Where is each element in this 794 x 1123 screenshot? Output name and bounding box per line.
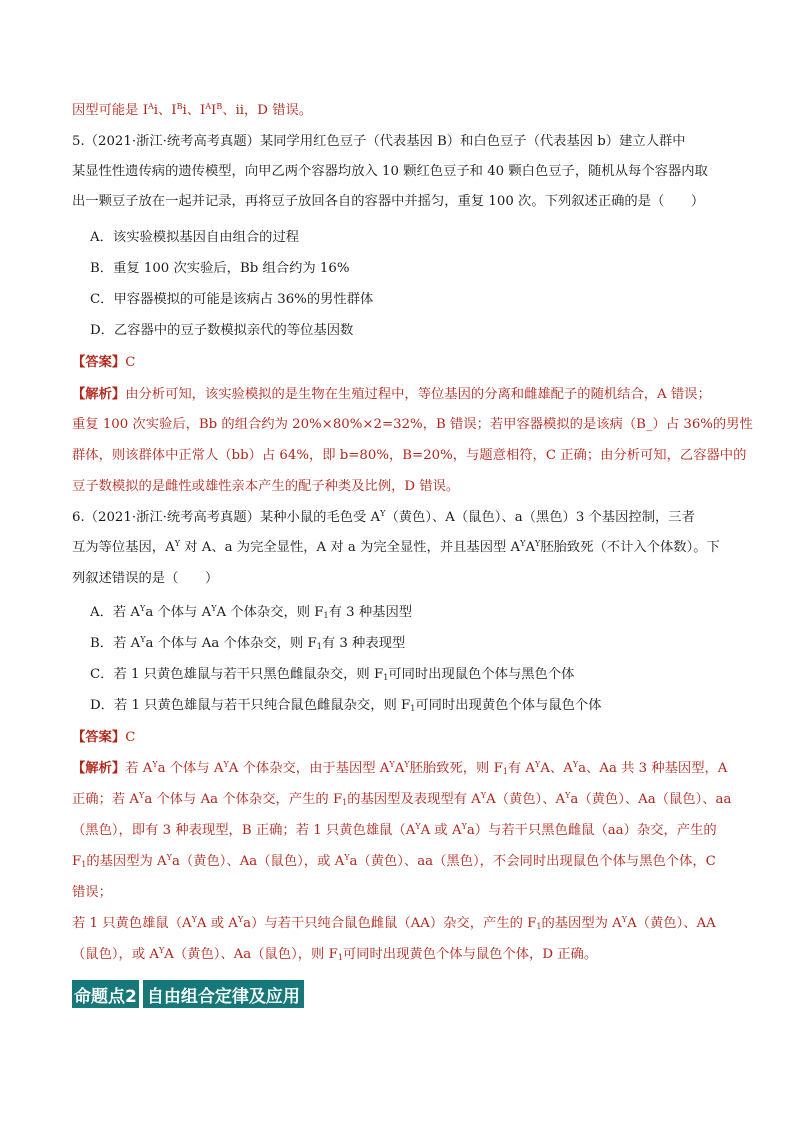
section-title: 自由组合定律及应用 [143, 980, 304, 1008]
section-tag: 命题点2 [72, 980, 139, 1008]
q6-analysis-line-1: 【解析】若 $A^Ya$ 个体与 $A^YA$ 个体杂交，由于基因型 $A^YA^Y$胚胎致死，则 $F_1$有 $A^YA$、$A^Ya$、Aa 共 3 种基因型，A [72, 760, 728, 776]
q5-analysis-line-3: 群体，则该群体中正常人（bb）占 64%，即 b=80%，B=20%，与题意相符，C 正确；由分析可知，乙容器中的 [72, 448, 747, 463]
q6-option-d: D．若 1 只黄色雄鼠与若干只纯合鼠色雌鼠杂交，则 $F_1$可同时出现黄色个体与鼠色个体 [90, 698, 602, 713]
q6-stem-line-2: 互为等位基因，$A^Y$ 对 A、a 为完全显性，A 对 a 为完全显性，并且基因型 $A^YA^Y$胚胎致死（不计入个体数）。下 [72, 539, 720, 555]
prev-analysis-tail: 因型可能是 $I^Ai$、$I^Bi$、$I^AI^B$、ii，D 错误。 [72, 102, 313, 118]
q5-option-d: D．乙容器中的豆子数模拟亲代的等位基因数 [90, 323, 354, 338]
answer-value: C [125, 730, 136, 745]
q6-stem-line-1: 6.（2021·浙江·统考高考真题）某种小鼠的毛色受 $A^Y$（黄色）、A（鼠色）、a（黑色）3 个基因控制，三者 [72, 509, 695, 525]
q6-answer [72, 728, 732, 748]
q5-analysis-line-2: 重复 100 次实验后，Bb 的组合约为 20%×80%×2=32%，B 错误；若甲容器模拟的是该病（B_）占 36%的男性 [72, 417, 753, 432]
answer-label: 【答案】 [72, 355, 126, 370]
analysis-label: 【解析】 [72, 761, 126, 776]
section-heading [72, 980, 304, 1008]
q6-analysis-line-5: 错误； [72, 885, 112, 900]
q5-option-a: A．该实验模拟基因自由组合的过程 [90, 230, 300, 245]
q6-analysis-line-7: （鼠色），或 $A^YA$（黄色）、Aa（鼠色），则 $F_1$可同时出现黄色个体与鼠色个体，D 正确。 [72, 946, 598, 962]
q5-analysis-line-1: 【解析】由分析可知，该实验模拟的是生物在生殖过程中，等位基因的分离和雌雄配子的随机结合，A 错误； [72, 387, 711, 402]
q5-answer [72, 353, 732, 373]
q6-option-c: C．若 1 只黄色雄鼠与若干只黑色雌鼠杂交，则 $F_1$可同时出现鼠色个体与黑色个体 [90, 667, 575, 682]
q5-stem-line-2: 某显性性遗传病的遗传模型，向甲乙两个容器均放入 10 颗红色豆子和 40 颗白色豆子，随机从每个容器内取 [72, 164, 708, 179]
q5-stem-line-3: 出一颗豆子放在一起并记录，再将豆子放回各自的容器中并摇匀，重复 100 次。下列叙述正确的是（ ） [72, 194, 705, 209]
q6-stem-line-3: 列叙述错误的是（ ） [72, 571, 219, 586]
answer-value: C [125, 355, 136, 370]
answer-label: 【答案】 [72, 730, 126, 745]
q5-option-c: C．甲容器模拟的可能是该病占 36%的男性群体 [90, 292, 374, 307]
q6-analysis-line-2: 正确；若 $A^Ya$ 个体与 Aa 个体杂交，产生的 $F_1$的基因型及表现型有 $A^YA$（黄色）、$A^Ya$（黄色）、Aa（鼠色）、aa [72, 791, 732, 807]
q6-option-a: A．若 $A^Ya$ 个体与 $A^YA$ 个体杂交，则 $F_1$有 3 种基因型 [90, 604, 413, 620]
q6-analysis-line-4: $F_1$的基因型为 $A^Ya$（黄色）、Aa（鼠色），或 $A^Ya$（黄色）、aa（黑色），不会同时出现鼠色个体与黑色个体，C [72, 853, 716, 869]
q5-stem-line-1: 5.（2021·浙江·统考高考真题）某同学用红色豆子（代表基因 B）和白色豆子（代表基因 b）建立人群中 [72, 134, 686, 149]
q5-analysis-line-4: 豆子数模拟的是雌性或雄性亲本产生的配子种类及比例，D 错误。 [72, 479, 460, 494]
q6-analysis-line-6: 若 1 只黄色雄鼠（$A^YA$ 或 $A^Ya$）与若干只纯合鼠色雌鼠（AA）杂交，产生的 $F_1$的基因型为 $A^YA$（黄色）、AA [72, 915, 716, 931]
q6-analysis-line-3: （黑色），即有 3 种表现型，B 正确；若 1 只黄色雄鼠（$A^YA$ 或 $A^Ya$）与若干只黑色雌鼠（aa）杂交，产生的 [72, 822, 717, 838]
q6-option-b: B．若 $A^Ya$ 个体与 Aa 个体杂交，则 $F_1$有 3 种表现型 [90, 635, 406, 651]
q5-option-b: B．重复 100 次实验后，Bb 组合约为 16% [90, 261, 350, 276]
analysis-label: 【解析】 [72, 387, 126, 402]
